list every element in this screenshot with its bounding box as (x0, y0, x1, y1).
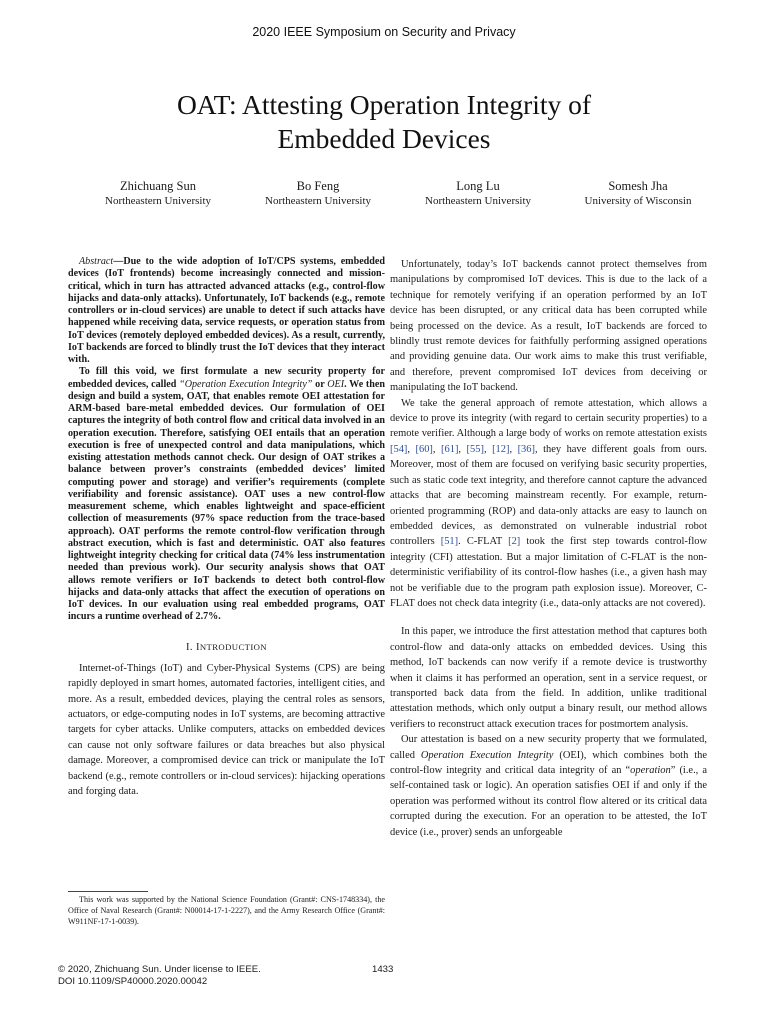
body-term: operation (630, 765, 671, 776)
abstract-text: or (312, 378, 328, 390)
author-affiliation: Northeastern University (105, 195, 211, 207)
author-name: Bo Feng (296, 179, 340, 193)
abstract-term: OEI (327, 378, 345, 390)
body-text: , (432, 443, 442, 455)
section-heading-introduction (68, 641, 385, 654)
citation-link[interactable]: [60] (415, 443, 433, 455)
citation-link[interactable]: [61] (441, 443, 459, 455)
author-name: Somesh Jha (608, 179, 668, 193)
author-name: Zhichuang Sun (119, 179, 197, 193)
title-line-2: Embedded Devices (277, 123, 491, 154)
title-line-1: OAT: Attesting Operation Integrity of (176, 89, 592, 120)
footnote-rule (68, 891, 148, 892)
doi: DOI 10.1109/SP40000.2020.00042 (58, 976, 208, 987)
funding-footnote: This work was supported by the National Science Foundation (Grant#: CNS-1748334), the Office of Naval Research (Grant#: N00014-17-1-2227), and the Army Research Office (Grant#: W911NF-17-1-0039). (68, 895, 385, 927)
body-text: We take the general approach of remote attestation, which allows a device to prove its integrity (with regard to certain security properties) to a remote verifier. Although a large body of works on remote attestation exists (390, 397, 707, 440)
abstract-term: “Operation Execution Integrity” (179, 378, 313, 390)
body-text: Our attestation is based on a new security property that we formulated, called (390, 734, 707, 761)
citation-link[interactable]: [12] (492, 443, 510, 455)
abstract-label: Abstract (79, 256, 114, 267)
paragraph-gap (390, 611, 707, 624)
intro-paragraph-1: Internet-of-Things (IoT) and Cyber-Physical Systems (CPS) are being rapidly deployed in smart homes, automated factories, intelligent cities, and more. As a result, embedded devices, playing the central roles as sensors, actuators, or edge-computing nodes in IoT systems, are becoming attractive targets for cyber attacks. Unlike computers, attacks on embedded devices can cause not only software failures or data breaches but also physical damage. Moreover, a compromised device can trick or manipulate the IoT backend (e.g., remote controllers or in-cloud services): hijacking operations and forging data. (68, 662, 385, 798)
venue-header: 2020 IEEE Symposium on Security and Privacy (252, 25, 516, 39)
body-text: took the first step towards control-flow integrity (CFI) attestation. But a major limitation of C-FLAT is the non-deterministic verifiability of its control-flow hashes (i.e., a given hash may not be verifiable due to the program path explosion issue). Moreover, C-FLAT does not check data integrity (i.e., data-only attacks are not covered). (390, 536, 707, 609)
body-paragraph-3: In this paper, we introduce the first attestation method that captures both control-flow and data-only attacks on embedded devices. Using this method, IoT backends can now verify if a remote device is trustworthy when it claims it has performed an operation, sent in a service request, or transported back data from the field. In addition, unlike traditional attestation methods, which only output a binary result, our method allows verifiers to reconstruct attack execution traces for postmortem analysis. (390, 626, 707, 730)
citation-link[interactable]: [36] (517, 443, 535, 455)
abstract-text: To fill this void, we first formulate a new security property for embedded devices, called (68, 366, 385, 390)
citation-link[interactable]: [55] (466, 443, 484, 455)
citation-link[interactable]: [51] (440, 536, 459, 548)
body-text: , (509, 443, 518, 455)
introduction-body (68, 661, 385, 800)
citation-link[interactable]: [2] (508, 536, 521, 548)
author-block (558, 178, 718, 209)
author-block (78, 178, 238, 209)
body-text: (OEI), which combines both the control-flow integrity and critical data integrity of an “ (390, 749, 707, 776)
body-text: . C-FLAT (458, 536, 509, 548)
section-number: I. I (186, 641, 200, 653)
author-affiliation: Northeastern University (265, 195, 371, 207)
author-name: Long Lu (456, 179, 500, 193)
paper-title (84, 88, 684, 156)
left-column (68, 256, 385, 800)
right-column (390, 257, 707, 840)
body-paragraph-4 (390, 732, 707, 840)
page-footer (58, 964, 718, 988)
author-list (78, 178, 718, 209)
author-affiliation: Northeastern University (425, 195, 531, 207)
abstract-text: —Due to the wide adoption of IoT/CPS systems, embedded devices (IoT frontends) become increasingly connected and mission-critical, which in turn has attracted advanced attacks (e.g., control-flow hijacks and data-only attacks). Unfortunately, IoT backends (e.g., remote controllers or in-cloud services) are unable to detect if such attacks have happened while receiving data, service requests, or operation status from IoT devices (remotely deployed embedded devices). As a result, currently, IoT backends are forced to blindly trust the IoT devices that they interact with. (68, 256, 385, 365)
citation-link[interactable]: [54] (390, 443, 408, 455)
abstract-text: . We then design and build a system, OAT, that enables remote OEI attestation for ARM-based bare-metal embedded devices. Our formulation of OEI captures the integrity of both control flow and critical data involved in an operation execution. Therefore, satisfying OEI entails that an operation execution is free of unexpected control and data manipulations, which existing attestation methods cannot check. Our design of OAT strikes a balance between prover’s constraints (embedded devices’ limited computing power and storage) and verifier’s requirements (complete verifiability and forensic assistance). OAT uses a new control-flow measurement scheme, which enables lightweight and space-efficient collection of measurements (97% space reduction from the trace-based approach). OAT performs the remote control-flow verification through abstract execution, which is fast and deterministic. OAT also features lightweight integrity checking for critical data (74% less instrumentation needed than previous work). Our security analysis shows that OAT allows remote verifiers or IoT backends to detect both control-flow hijacks and data-only attacks that affect the execution of operations on IoT devices. In our evaluation using real embedded programs, OAT incurs a runtime overhead of 2.7%. (68, 378, 385, 623)
section-title: NTRODUCTION (199, 641, 267, 652)
body-text: , they have different goals from ours. Moreover, most of them are focused on verifying basic security properties, such as static code text integrity, and therefore cannot capture the advanced attacks that are becoming mainstream recently. For example, return-oriented programming (ROP) and data-only attacks are easy to launch on embedded devices, as demonstrated on vulnerable industrial robot controllers (390, 443, 707, 548)
abstract-paragraph-1 (68, 256, 385, 366)
body-text: , (483, 443, 493, 455)
body-text: ” (i.e., a self-contained task or logic). An operation satisfies OEI if and only if the operation was performed without its control flow altered or its critical data corrupted during the execution. For an operation to be attested, the IoT device (i.e., prover) sends an unforgeable (390, 765, 707, 838)
body-text: , (458, 443, 467, 455)
body-paragraph-2 (390, 396, 707, 612)
body-term: Operation Execution Integrity (420, 749, 554, 761)
abstract-paragraph-2 (68, 366, 385, 623)
body-text: , (407, 443, 416, 455)
author-affiliation: University of Wisconsin (584, 195, 692, 207)
page-number: 1433 (372, 964, 394, 975)
author-block (398, 178, 558, 209)
body-paragraph-1: Unfortunately, today’s IoT backends cannot protect themselves from manipulations by compromised IoT devices. This is due to the lack of a technique for remotely verifying if an operation performed by an IoT device has been disrupted, or any critical data has been corrupted while being processed on the device. As a result, IoT backends are forced to blindly trust remote devices for faithfully performing assigned operations and providing genuine data. Our work aims to make this trust verifiable, and therefore, prevent compromised IoT devices from deceiving or manipulating the IoT backend. (390, 259, 707, 394)
author-block (238, 178, 398, 209)
copyright-notice: © 2020, Zhichuang Sun. Under license to IEEE. (58, 964, 261, 975)
abstract (68, 256, 385, 624)
